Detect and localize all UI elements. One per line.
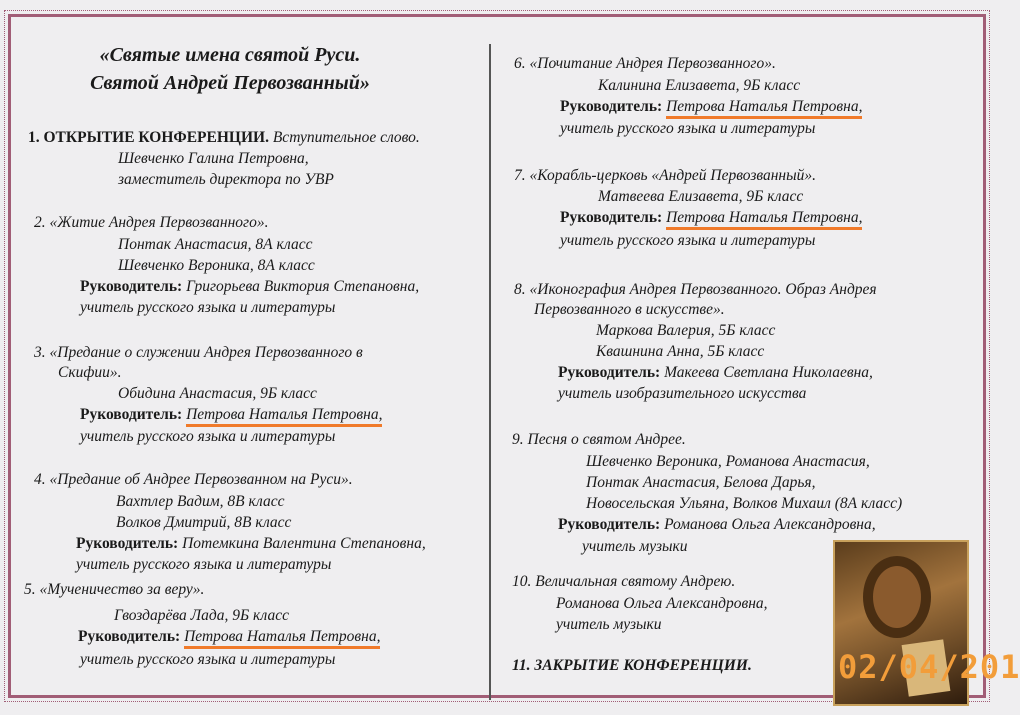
item-1-role: заместитель директора по УВР	[118, 171, 334, 188]
item-2-role: учитель русского языка и литературы	[80, 299, 336, 316]
item-5-role: учитель русского языка и литературы	[80, 651, 336, 668]
item-7-person: Матвеева Елизавета, 9Б класс	[598, 188, 804, 205]
item-3-title: 3. «Предание о служении Андрея Первозванного в	[34, 344, 363, 361]
page-subtitle: Святой Андрей Первозванный»	[90, 72, 370, 94]
item-2-title: 2. «Житие Андрея Первозванного».	[34, 214, 269, 231]
item-4-leader: Руководитель: Потемкина Валентина Степановна,	[76, 535, 426, 552]
date-stamp: 02/04/201	[838, 648, 1020, 686]
item-8-role: учитель изобразительного искусства	[558, 385, 807, 402]
item-9-title: 9. Песня о святом Андрее.	[512, 431, 686, 448]
item-8-title-cont: Первозванного в искусстве».	[534, 301, 725, 318]
item-6-title: 6. «Почитание Андрея Первозванного».	[514, 55, 776, 72]
item-8-leader: Руководитель: Макеева Светлана Николаевна,	[558, 364, 873, 381]
item-4-person: Вахтлер Вадим, 8В класс	[116, 493, 285, 510]
item-4-title: 4. «Предание об Андрее Первозванном на Руси».	[34, 471, 353, 488]
item-10-title: 10. Величальная святому Андрею.	[512, 573, 736, 590]
item-8-person: Квашнина Анна, 5Б класс	[596, 343, 765, 360]
item-9-role: учитель музыки	[582, 538, 688, 555]
item-8-title: 8. «Иконография Андрея Первозванного. Образ Андрея	[514, 281, 877, 298]
item-9-performers: Понтак Анастасия, Белова Дарья,	[586, 474, 816, 491]
item-1: 1. ОТКРЫТИЕ КОНФЕРЕНЦИИ. Вступительное слово.	[28, 129, 420, 146]
item-11-title: 11. ЗАКРЫТИЕ КОНФЕРЕНЦИИ.	[512, 657, 752, 674]
item-7-role: учитель русского языка и литературы	[560, 232, 816, 249]
item-2-person: Понтак Анастасия, 8А класс	[118, 236, 313, 253]
item-6-person: Калинина Елизавета, 9Б класс	[598, 77, 801, 94]
item-6-leader: Руководитель: Петрова Наталья Петровна,	[560, 97, 862, 117]
column-divider	[489, 44, 491, 700]
icon-face-shape	[873, 566, 921, 628]
item-9-leader: Руководитель: Романова Ольга Александровна,	[558, 516, 876, 533]
item-7-title: 7. «Корабль-церковь «Андрей Первозванный».	[514, 167, 816, 184]
page-title: «Святые имена святой Руси.	[99, 44, 361, 66]
item-3-role: учитель русского языка и литературы	[80, 428, 336, 445]
item-3-title-cont: Скифии».	[58, 364, 122, 381]
item-10-person: Романова Ольга Александровна,	[556, 595, 768, 612]
item-5-title: 5. «Мученичество за веру».	[24, 581, 205, 598]
item-5-leader: Руководитель: Петрова Наталья Петровна,	[78, 627, 380, 647]
item-5-person: Гвоздарёва Лада, 9Б класс	[114, 607, 289, 624]
item-1-person: Шевченко Галина Петровна,	[118, 150, 309, 167]
item-3-person: Обидина Анастасия, 9Б класс	[118, 385, 317, 402]
item-3-leader: Руководитель: Петрова Наталья Петровна,	[80, 405, 382, 425]
item-9-performers: Новосельская Ульяна, Волков Михаил (8А класс)	[586, 495, 903, 512]
item-6-role: учитель русского языка и литературы	[560, 120, 816, 137]
item-4-person: Волков Дмитрий, 8В класс	[116, 514, 292, 531]
item-9-performers: Шевченко Вероника, Романова Анастасия,	[586, 453, 870, 470]
item-4-role: учитель русского языка и литературы	[76, 556, 332, 573]
item-10-role: учитель музыки	[556, 616, 662, 633]
item-7-leader: Руководитель: Петрова Наталья Петровна,	[560, 208, 862, 228]
item-2-leader: Руководитель: Григорьева Виктория Степановна,	[80, 278, 420, 295]
item-8-person: Маркова Валерия, 5Б класс	[596, 322, 776, 339]
item-2-person: Шевченко Вероника, 8А класс	[118, 257, 315, 274]
